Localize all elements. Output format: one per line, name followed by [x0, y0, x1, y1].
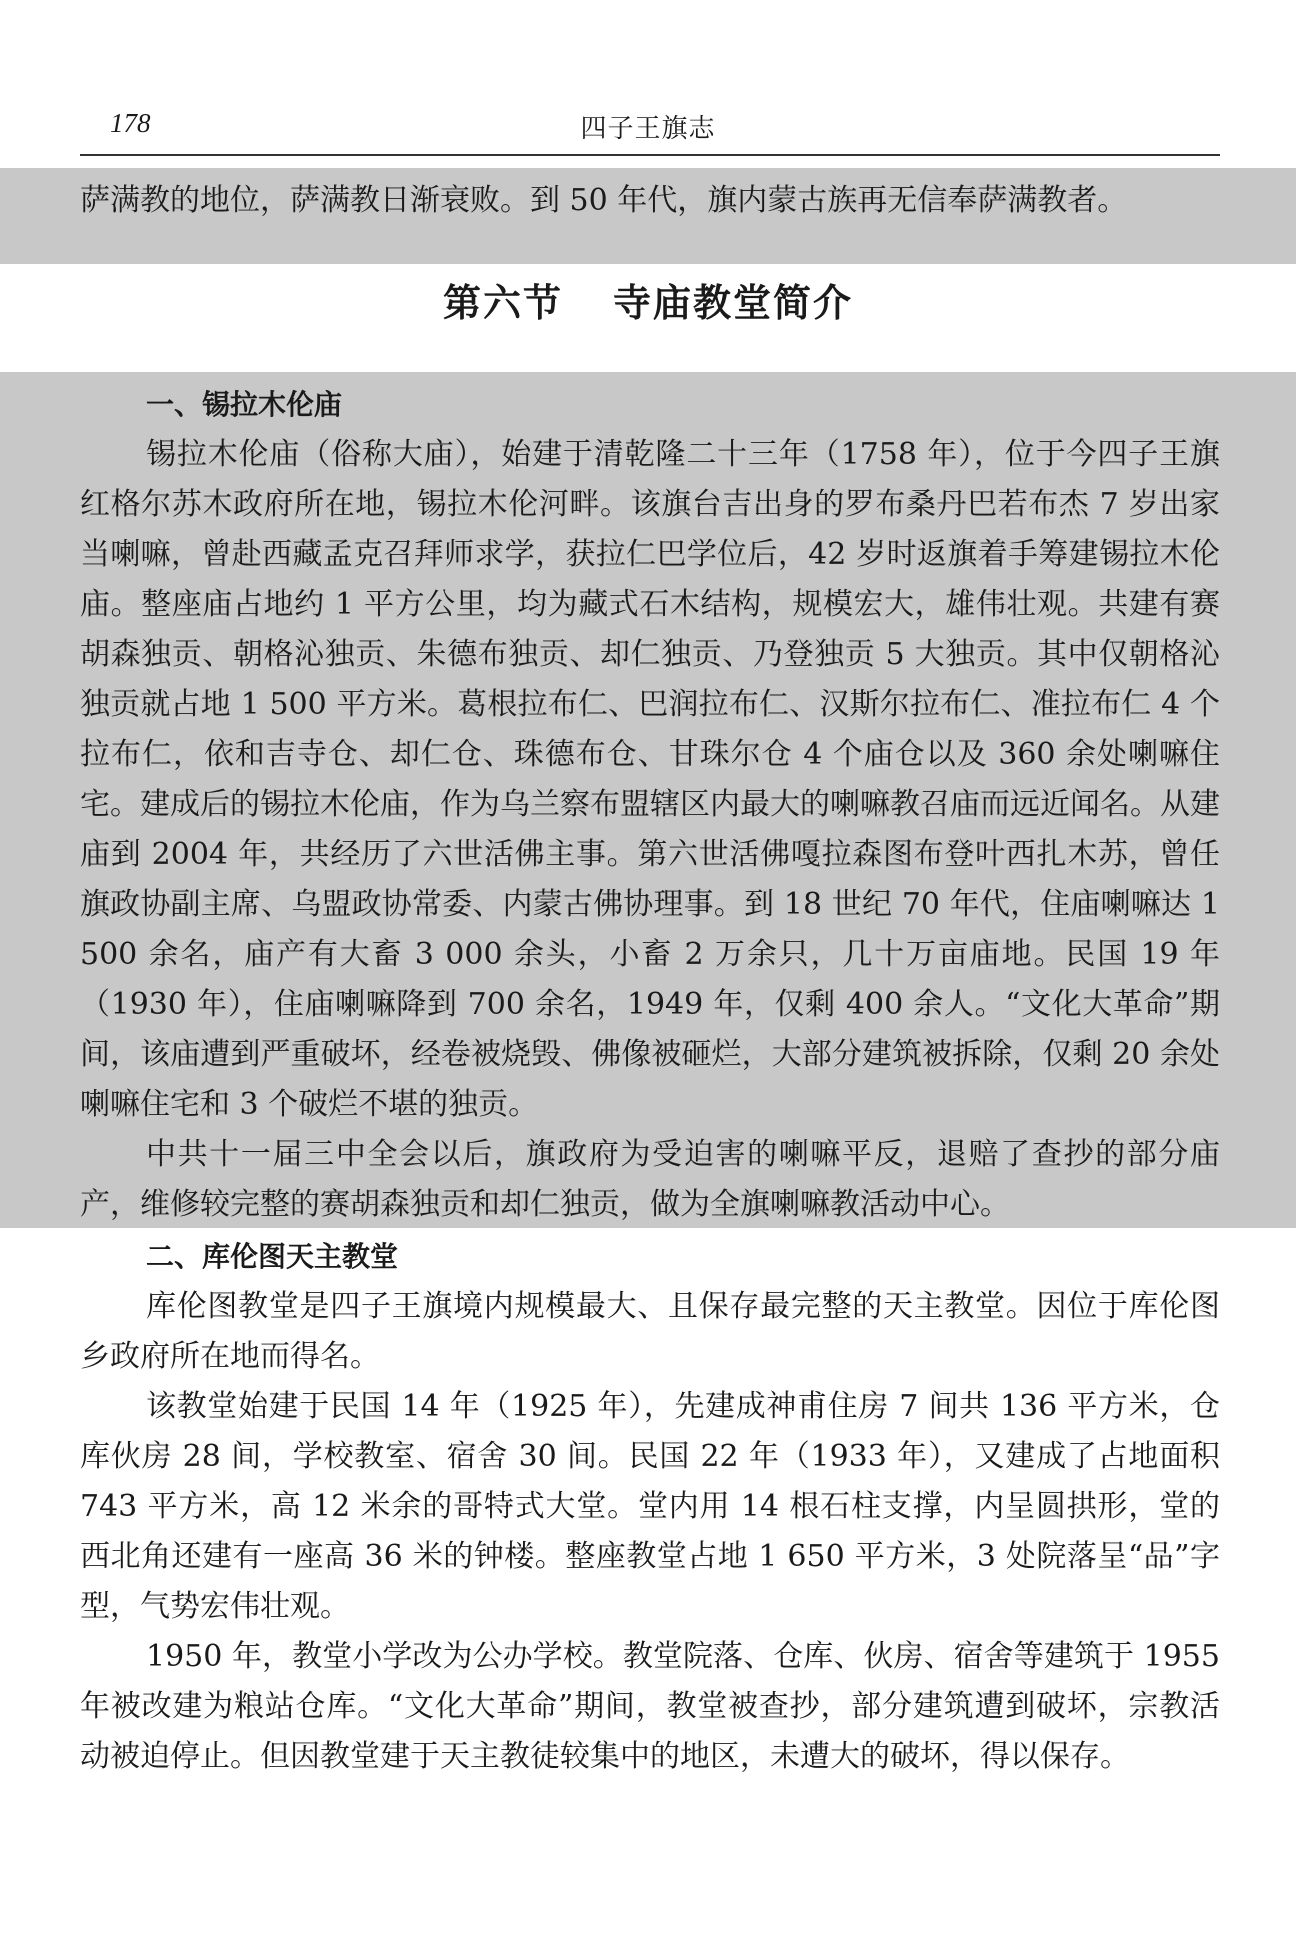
part2-paragraph: 库伦图教堂是四子王旗境内规模最大、且保存最完整的天主教堂。因位于库伦图乡政府所在地而得名。: [80, 1289, 1220, 1374]
part1-heading: 一、锡拉木伦庙: [146, 388, 343, 421]
part2-paragraph: 1950 年，教堂小学改为公办学校。教堂院落、仓库、伙房、宿舍等建筑于 1955 年被改建为粮站仓库。“文化大革命”期间，教堂被查抄，部分建筑遭到破坏，宗教活动被迫停止。但因教堂建于天主教徒较集中的地区，未遭大的破坏，得以保存。: [80, 1639, 1220, 1774]
part1-paragraph: 锡拉木伦庙（俗称大庙），始建于清乾隆二十三年（1758 年），位于今四子王旗红格尔苏木政府所在地，锡拉木伦河畔。该旗台吉出身的罗布桑丹巴若布杰 7 岁出家当喇嘛，曾赴西藏孟克召拜师求学，获拉仁巴学位后，42 岁时返旗着手筹建锡拉木伦庙。整座庙占地约 1 平方公里，均为藏式石木结构，规模宏大，雄伟壮观。共建有赛胡森独贡、朝格沁独贡、朱德布独贡、却仁独贡、乃登独贡 5 大独贡。其中仅朝格沁独贡就占地 1 500 平方米。葛根拉布仁、巴润拉布仁、汉斯尔拉布仁、准拉布仁 4 个拉布仁，依和吉寺仓、却仁仓、珠德布仓、甘珠尔仓 4 个庙仓以及 360 余处喇嘛住宅。建成后的锡拉木伦庙，作为乌兰察布盟辖区内最大的喇嘛教召庙而远近闻名。从建庙到 2004 年，共经历了六世活佛主事。第六世活佛嘎拉森图布登叶西扎木苏，曾任旗政协副主席、乌盟政协常委、内蒙古佛协理事。到 18 世纪 70 年代，住庙喇嘛达 1 500 余名，庙产有大畜 3 000 余头，小畜 2 万余只，几十万亩庙地。民国 19 年（1930 年），住庙喇嘛降到 700 余名，1949 年，仅剩 400 余人。“文化大革命”期间，该庙遭到严重破坏，经卷被烧毁、佛像被砸烂，大部分建筑被拆除，仅剩 20 余处喇嘛住宅和 3 个破烂不堪的独贡。: [80, 437, 1220, 1122]
header-rule: [80, 154, 1220, 156]
part2-heading: 二、库伦图天主教堂: [146, 1240, 399, 1273]
part1-paragraph: 中共十一届三中全会以后，旗政府为受迫害的喇嘛平反，退赔了查抄的部分庙产，维修较完整的赛胡森独贡和却仁独贡，做为全旗喇嘛教活动中心。: [80, 1137, 1220, 1222]
part2-paragraph: 该教堂始建于民国 14 年（1925 年），先建成神甫住房 7 间共 136 平方米，仓库伙房 28 间，学校教室、宿舍 30 间。民国 22 年（1933 年），又建成了占地面积 743 平方米，高 12 米余的哥特式大堂。堂内用 14 根石柱支撑，内呈圆拱形，堂的西北角还建有一座高 36 米的钟楼。整座教堂占地 1 650 平方米，3 处院落呈“品”字型，气势宏伟壮观。: [80, 1389, 1220, 1624]
running-title: 四子王旗志: [580, 114, 716, 144]
part2-block: [80, 1232, 1220, 1782]
section-name: 寺庙教堂简介: [613, 281, 854, 325]
section-number: 第六节: [442, 281, 563, 325]
page-number: 178: [110, 108, 151, 138]
part1-block: [80, 380, 1220, 1230]
section-title: [0, 272, 1296, 327]
intro-block: [80, 176, 1220, 226]
intro-line: 萨满教的地位，萨满教日渐衰败。到 50 年代，旗内蒙古族再无信奉萨满教者。: [80, 183, 1128, 218]
